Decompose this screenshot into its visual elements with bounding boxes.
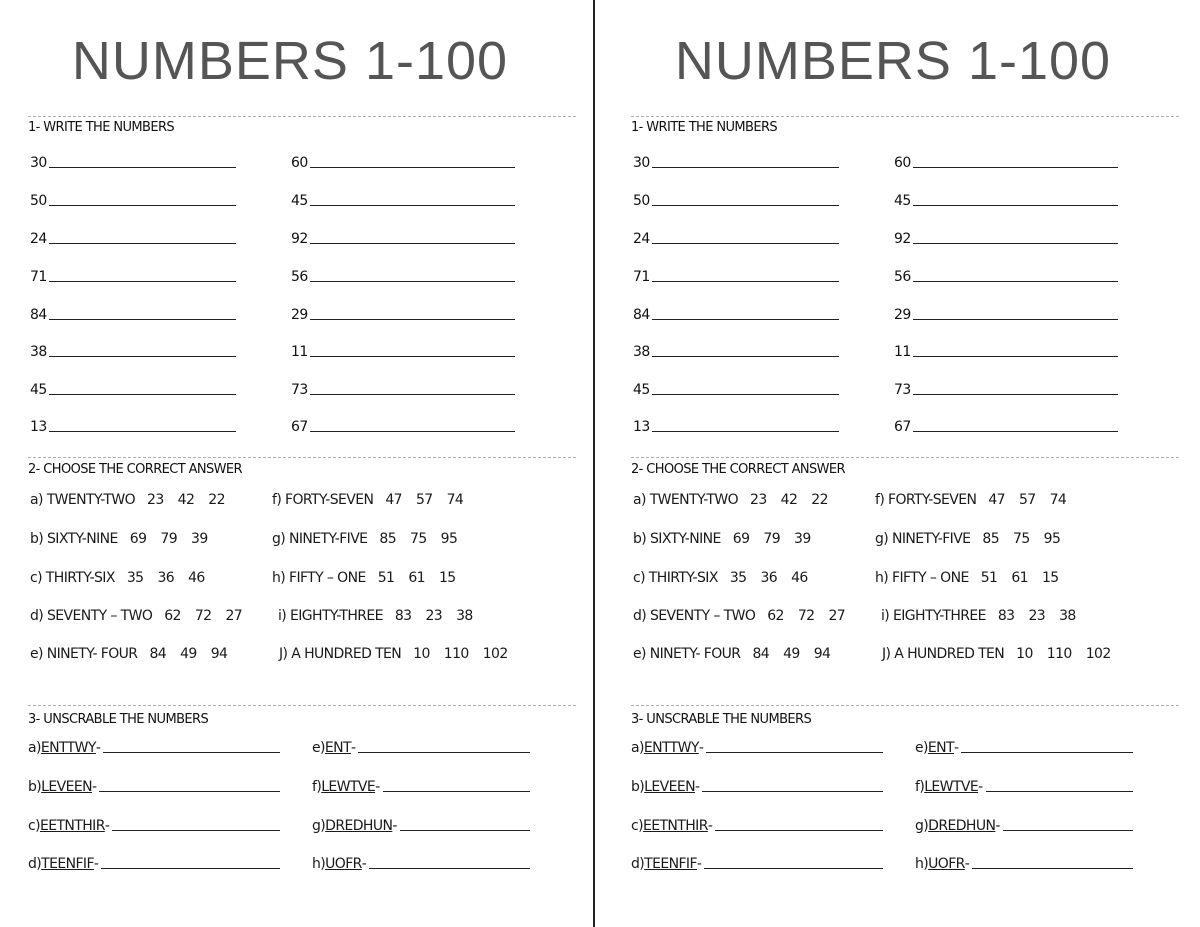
- unscramble-dash: -: [707, 818, 713, 834]
- write-number-prompt: 56: [894, 269, 911, 285]
- choice-question-text: h) FIFTY – ONE: [875, 570, 969, 586]
- choice-option[interactable]: 10: [413, 646, 430, 662]
- scrambled-word: UOFR: [325, 856, 362, 872]
- scrambled-word: LEVEEN: [644, 779, 695, 795]
- choice-option[interactable]: 46: [188, 570, 205, 586]
- write-number-prompt: 30: [30, 155, 47, 171]
- write-number-row: [894, 380, 1118, 398]
- write-number-prompt: 29: [894, 307, 911, 323]
- write-number-row: [291, 305, 515, 323]
- choice-option[interactable]: 75: [410, 531, 427, 547]
- choice-question-text: a) TWENTY-TWO: [633, 492, 739, 508]
- choice-question: [272, 531, 471, 547]
- answer-line[interactable]: [49, 394, 236, 395]
- choice-question: [881, 608, 1090, 624]
- unscramble-label: f): [915, 779, 925, 795]
- choice-option[interactable]: 23: [425, 608, 443, 624]
- scrambled-word: LEWTVE: [321, 779, 376, 795]
- section-divider: [631, 116, 1179, 117]
- unscramble-row: [28, 738, 280, 756]
- choice-option[interactable]: 47: [988, 492, 1005, 508]
- choice-question-text: c) THIRTY-SIX: [30, 570, 115, 586]
- unscramble-dash: -: [694, 779, 700, 795]
- answer-line[interactable]: [913, 205, 1118, 206]
- answer-line[interactable]: [972, 868, 1133, 869]
- unscramble-row: [631, 777, 883, 795]
- unscramble-row: [915, 738, 1133, 756]
- choice-option[interactable]: 69: [732, 531, 750, 547]
- scrambled-word: ENT: [324, 740, 351, 756]
- write-number-prompt: 71: [633, 269, 650, 285]
- answer-line[interactable]: [652, 205, 839, 206]
- write-number-row: [633, 191, 839, 209]
- write-number-prompt: 38: [633, 344, 650, 360]
- write-number-row: [30, 305, 236, 323]
- choice-option[interactable]: 39: [794, 531, 811, 547]
- choice-option[interactable]: 42: [177, 492, 195, 508]
- answer-line[interactable]: [652, 394, 839, 395]
- answer-line[interactable]: [103, 752, 280, 753]
- choice-question: [278, 608, 487, 624]
- choice-option[interactable]: 36: [157, 570, 175, 586]
- choice-option[interactable]: 83: [997, 608, 1015, 624]
- answer-line[interactable]: [310, 394, 515, 395]
- answer-line[interactable]: [913, 431, 1118, 432]
- choice-question: [633, 531, 825, 547]
- answer-line[interactable]: [913, 394, 1118, 395]
- choice-option[interactable]: 27: [828, 608, 846, 624]
- answer-line[interactable]: [913, 243, 1118, 244]
- choice-option[interactable]: 15: [438, 570, 456, 586]
- unscramble-row: [28, 854, 280, 872]
- scrambled-word: TEENFIF: [41, 856, 94, 872]
- write-number-row: [291, 153, 515, 171]
- choice-question-text: d) SEVENTY – TWO: [30, 608, 153, 624]
- choice-question: [633, 608, 859, 624]
- choice-option[interactable]: 47: [385, 492, 402, 508]
- write-number-row: [291, 267, 515, 285]
- answer-line[interactable]: [961, 752, 1133, 753]
- choice-option[interactable]: 61: [408, 570, 425, 586]
- choice-question-text: J) A HUNDRED TEN: [882, 646, 1005, 662]
- choice-question-text: f) FORTY-SEVEN: [875, 492, 977, 508]
- write-number-prompt: 60: [291, 155, 308, 171]
- write-number-prompt: 13: [30, 419, 47, 435]
- section-heading-unscramble: 3- UNSCRABLE THE NUMBERS: [631, 712, 812, 727]
- unscramble-row: [631, 854, 883, 872]
- choice-option[interactable]: 83: [394, 608, 412, 624]
- unscramble-row: [631, 816, 883, 834]
- choice-option[interactable]: 102: [1085, 646, 1111, 662]
- unscramble-row: [915, 777, 1133, 795]
- answer-line[interactable]: [310, 356, 515, 357]
- choice-option[interactable]: 110: [443, 646, 469, 662]
- unscramble-label: c): [28, 818, 40, 834]
- write-number-prompt: 11: [291, 344, 308, 360]
- unscramble-dash: -: [978, 779, 983, 795]
- write-number-row: [633, 153, 839, 171]
- choice-option[interactable]: 110: [1046, 646, 1072, 662]
- answer-line[interactable]: [715, 830, 883, 831]
- unscramble-row: [312, 854, 530, 872]
- section-divider: [28, 116, 576, 117]
- write-number-prompt: 92: [894, 231, 911, 247]
- answer-line[interactable]: [1003, 830, 1133, 831]
- choice-option[interactable]: 74: [446, 492, 464, 508]
- write-number-row: [894, 267, 1118, 285]
- answer-line[interactable]: [652, 319, 839, 320]
- unscramble-row: [312, 738, 530, 756]
- choice-question: [30, 646, 241, 662]
- answer-line[interactable]: [49, 167, 236, 168]
- write-number-row: [291, 380, 515, 398]
- choice-option[interactable]: 10: [1016, 646, 1033, 662]
- write-number-prompt: 84: [633, 307, 650, 323]
- choice-option[interactable]: 69: [129, 531, 147, 547]
- write-number-prompt: 73: [291, 382, 308, 398]
- answer-line[interactable]: [986, 791, 1133, 792]
- section-heading-choose: 2- CHOOSE THE CORRECT ANSWER: [28, 462, 242, 477]
- unscramble-dash: -: [696, 856, 702, 872]
- write-number-prompt: 50: [633, 193, 650, 209]
- choice-question-text: h) FIFTY – ONE: [272, 570, 366, 586]
- unscramble-label: g): [312, 818, 326, 834]
- write-number-row: [633, 305, 839, 323]
- choice-option[interactable]: 38: [1059, 608, 1076, 624]
- choice-option[interactable]: 51: [980, 570, 998, 586]
- choice-option[interactable]: 38: [456, 608, 473, 624]
- write-number-row: [291, 342, 515, 360]
- choice-option[interactable]: 79: [160, 531, 178, 547]
- unscramble-dash: -: [93, 856, 99, 872]
- write-number-prompt: 60: [894, 155, 911, 171]
- write-number-row: [894, 229, 1118, 247]
- choice-option[interactable]: 49: [783, 646, 800, 662]
- choice-option[interactable]: 35: [729, 570, 747, 586]
- write-number-prompt: 71: [30, 269, 47, 285]
- choice-question: [272, 570, 470, 586]
- choice-question: [30, 492, 239, 508]
- choice-option[interactable]: 57: [1018, 492, 1036, 508]
- answer-line[interactable]: [400, 830, 530, 831]
- worksheet-title: NUMBERS 1-100: [674, 31, 1112, 91]
- scrambled-word: TEENFIF: [644, 856, 697, 872]
- unscramble-label: a): [28, 740, 41, 756]
- write-number-prompt: 84: [30, 307, 47, 323]
- choice-option[interactable]: 23: [1028, 608, 1046, 624]
- choice-question-text: c) THIRTY-SIX: [633, 570, 718, 586]
- choice-question: [875, 492, 1080, 508]
- choice-question: [875, 531, 1074, 547]
- answer-line[interactable]: [913, 167, 1118, 168]
- unscramble-label: a): [631, 740, 644, 756]
- scrambled-word: ENT: [927, 740, 954, 756]
- unscramble-dash: -: [95, 740, 101, 756]
- write-number-row: [291, 229, 515, 247]
- write-number-row: [894, 191, 1118, 209]
- write-number-prompt: 67: [894, 419, 911, 435]
- answer-line[interactable]: [49, 356, 236, 357]
- unscramble-label: d): [631, 856, 645, 872]
- answer-line[interactable]: [913, 319, 1118, 320]
- unscramble-label: e): [312, 740, 325, 756]
- choice-option[interactable]: 22: [811, 492, 828, 508]
- choice-question: [279, 646, 522, 662]
- answer-line[interactable]: [49, 205, 236, 206]
- choice-option[interactable]: 23: [147, 492, 164, 508]
- write-number-prompt: 24: [633, 231, 650, 247]
- choice-option[interactable]: 79: [763, 531, 781, 547]
- unscramble-label: d): [28, 856, 42, 872]
- scrambled-word: ENTTWY: [643, 740, 699, 756]
- section-heading-unscramble: 3- UNSCRABLE THE NUMBERS: [28, 712, 209, 727]
- answer-line[interactable]: [310, 431, 515, 432]
- scrambled-word: UOFR: [928, 856, 965, 872]
- choice-option[interactable]: 22: [208, 492, 225, 508]
- unscramble-label: h): [312, 856, 326, 872]
- section-heading-write: 1- WRITE THE NUMBERS: [28, 120, 175, 135]
- scrambled-word: LEWTVE: [924, 779, 979, 795]
- write-number-row: [633, 229, 839, 247]
- choice-question: [633, 570, 822, 586]
- write-number-row: [30, 417, 236, 435]
- choice-question: [633, 492, 842, 508]
- choice-option[interactable]: 62: [767, 608, 784, 624]
- choice-option[interactable]: 75: [1013, 531, 1030, 547]
- write-number-row: [291, 191, 515, 209]
- choice-option[interactable]: 27: [225, 608, 243, 624]
- choice-question-text: a) TWENTY-TWO: [30, 492, 136, 508]
- write-number-prompt: 45: [291, 193, 308, 209]
- answer-line[interactable]: [49, 243, 236, 244]
- answer-line[interactable]: [49, 281, 236, 282]
- unscramble-row: [631, 738, 883, 756]
- answer-line[interactable]: [49, 319, 236, 320]
- unscramble-label: b): [631, 779, 645, 795]
- unscramble-dash: -: [350, 740, 356, 756]
- answer-line[interactable]: [913, 281, 1118, 282]
- scrambled-word: LEVEEN: [41, 779, 92, 795]
- choice-question-text: b) SIXTY-NINE: [30, 531, 118, 547]
- unscramble-dash: -: [953, 740, 959, 756]
- choice-question-text: d) SEVENTY – TWO: [633, 608, 756, 624]
- answer-line[interactable]: [704, 868, 883, 869]
- choice-option[interactable]: 74: [1049, 492, 1067, 508]
- answer-line[interactable]: [310, 205, 515, 206]
- choice-option[interactable]: 94: [210, 646, 228, 662]
- unscramble-row: [312, 816, 530, 834]
- section-heading-write: 1- WRITE THE NUMBERS: [631, 120, 778, 135]
- answer-line[interactable]: [652, 356, 839, 357]
- write-number-prompt: 38: [30, 344, 47, 360]
- write-number-row: [894, 153, 1118, 171]
- unscramble-dash: -: [104, 818, 110, 834]
- answer-line[interactable]: [652, 281, 839, 282]
- unscramble-label: h): [915, 856, 929, 872]
- answer-line[interactable]: [101, 868, 280, 869]
- choice-option[interactable]: 42: [780, 492, 798, 508]
- choice-option[interactable]: 84: [149, 646, 167, 662]
- choice-question: [30, 608, 256, 624]
- unscramble-dash: -: [375, 779, 380, 795]
- write-number-prompt: 92: [291, 231, 308, 247]
- unscramble-label: c): [631, 818, 643, 834]
- choice-question-text: b) SIXTY-NINE: [633, 531, 721, 547]
- choice-option[interactable]: 36: [760, 570, 778, 586]
- choice-question-text: e) NINETY- FOUR: [30, 646, 138, 662]
- choice-option[interactable]: 72: [797, 608, 815, 624]
- answer-line[interactable]: [358, 752, 530, 753]
- page-divider: [593, 0, 595, 927]
- unscramble-dash: -: [995, 818, 1000, 834]
- answer-line[interactable]: [112, 830, 280, 831]
- write-number-row: [894, 305, 1118, 323]
- answer-line[interactable]: [99, 791, 280, 792]
- choice-option[interactable]: 46: [791, 570, 808, 586]
- choice-question-text: g) NINETY-FIVE: [272, 531, 368, 547]
- scrambled-word: DREDHUN: [928, 818, 996, 834]
- write-number-row: [894, 417, 1118, 435]
- unscramble-row: [28, 777, 280, 795]
- answer-line[interactable]: [310, 243, 515, 244]
- worksheet-title: NUMBERS 1-100: [71, 31, 509, 91]
- unscramble-dash: -: [91, 779, 97, 795]
- unscramble-dash: -: [392, 818, 397, 834]
- unscramble-label: g): [915, 818, 929, 834]
- choice-option[interactable]: 49: [180, 646, 197, 662]
- write-number-prompt: 13: [633, 419, 650, 435]
- write-number-prompt: 45: [894, 193, 911, 209]
- unscramble-row: [312, 777, 530, 795]
- choice-option[interactable]: 102: [482, 646, 508, 662]
- write-number-prompt: 45: [633, 382, 650, 398]
- write-number-row: [30, 267, 236, 285]
- choice-question-text: i) EIGHTY-THREE: [278, 608, 383, 624]
- write-number-row: [894, 342, 1118, 360]
- unscramble-row: [915, 816, 1133, 834]
- answer-line[interactable]: [310, 281, 515, 282]
- scrambled-word: DREDHUN: [325, 818, 393, 834]
- scrambled-word: ENTTWY: [40, 740, 96, 756]
- choice-question: [882, 646, 1125, 662]
- answer-line[interactable]: [702, 791, 883, 792]
- choice-option[interactable]: 85: [982, 531, 1000, 547]
- answer-line[interactable]: [652, 243, 839, 244]
- choice-question: [875, 570, 1073, 586]
- answer-line[interactable]: [913, 356, 1118, 357]
- write-number-row: [633, 380, 839, 398]
- choice-question: [633, 646, 844, 662]
- write-number-row: [633, 417, 839, 435]
- unscramble-row: [28, 816, 280, 834]
- answer-line[interactable]: [706, 752, 883, 753]
- choice-question-text: J) A HUNDRED TEN: [279, 646, 402, 662]
- choice-question-text: f) FORTY-SEVEN: [272, 492, 374, 508]
- choice-question: [30, 570, 219, 586]
- answer-line[interactable]: [310, 319, 515, 320]
- choice-question: [272, 492, 477, 508]
- write-number-prompt: 24: [30, 231, 47, 247]
- unscramble-row: [915, 854, 1133, 872]
- choice-question: [30, 531, 222, 547]
- write-number-row: [633, 267, 839, 285]
- write-number-row: [30, 191, 236, 209]
- answer-line[interactable]: [383, 791, 530, 792]
- choice-option[interactable]: 95: [440, 531, 458, 547]
- write-number-prompt: 11: [894, 344, 911, 360]
- section-divider: [28, 457, 576, 458]
- write-number-prompt: 56: [291, 269, 308, 285]
- write-number-prompt: 73: [894, 382, 911, 398]
- write-number-row: [30, 229, 236, 247]
- choice-option[interactable]: 35: [126, 570, 144, 586]
- choice-option[interactable]: 51: [377, 570, 395, 586]
- answer-line[interactable]: [369, 868, 530, 869]
- write-number-row: [30, 153, 236, 171]
- unscramble-label: f): [312, 779, 322, 795]
- section-divider: [631, 705, 1179, 706]
- answer-line[interactable]: [652, 431, 839, 432]
- choice-option[interactable]: 72: [194, 608, 212, 624]
- choice-option[interactable]: 57: [415, 492, 433, 508]
- answer-line[interactable]: [652, 167, 839, 168]
- answer-line[interactable]: [49, 431, 236, 432]
- choice-question-text: e) NINETY- FOUR: [633, 646, 741, 662]
- choice-option[interactable]: 23: [750, 492, 767, 508]
- choice-option[interactable]: 94: [813, 646, 831, 662]
- choice-option[interactable]: 84: [752, 646, 770, 662]
- write-number-row: [30, 380, 236, 398]
- write-number-row: [633, 342, 839, 360]
- choice-option[interactable]: 15: [1041, 570, 1059, 586]
- unscramble-dash: -: [361, 856, 367, 872]
- answer-line[interactable]: [310, 167, 515, 168]
- write-number-prompt: 30: [633, 155, 650, 171]
- write-number-row: [30, 342, 236, 360]
- choice-option[interactable]: 85: [379, 531, 397, 547]
- unscramble-dash: -: [964, 856, 970, 872]
- unscramble-dash: -: [698, 740, 704, 756]
- scrambled-word: EETNTHIR: [642, 818, 708, 834]
- choice-question-text: g) NINETY-FIVE: [875, 531, 971, 547]
- choice-option[interactable]: 61: [1011, 570, 1028, 586]
- scrambled-word: EETNTHIR: [39, 818, 105, 834]
- unscramble-label: b): [28, 779, 42, 795]
- section-heading-choose: 2- CHOOSE THE CORRECT ANSWER: [631, 462, 845, 477]
- section-divider: [28, 705, 576, 706]
- write-number-prompt: 50: [30, 193, 47, 209]
- choice-option[interactable]: 39: [191, 531, 208, 547]
- choice-option[interactable]: 62: [164, 608, 181, 624]
- section-divider: [631, 457, 1179, 458]
- worksheet-right: [603, 0, 1183, 927]
- choice-option[interactable]: 95: [1043, 531, 1061, 547]
- unscramble-label: e): [915, 740, 928, 756]
- worksheet-left: [0, 0, 580, 927]
- write-number-prompt: 29: [291, 307, 308, 323]
- choice-question-text: i) EIGHTY-THREE: [881, 608, 986, 624]
- write-number-row: [291, 417, 515, 435]
- write-number-prompt: 67: [291, 419, 308, 435]
- write-number-prompt: 45: [30, 382, 47, 398]
